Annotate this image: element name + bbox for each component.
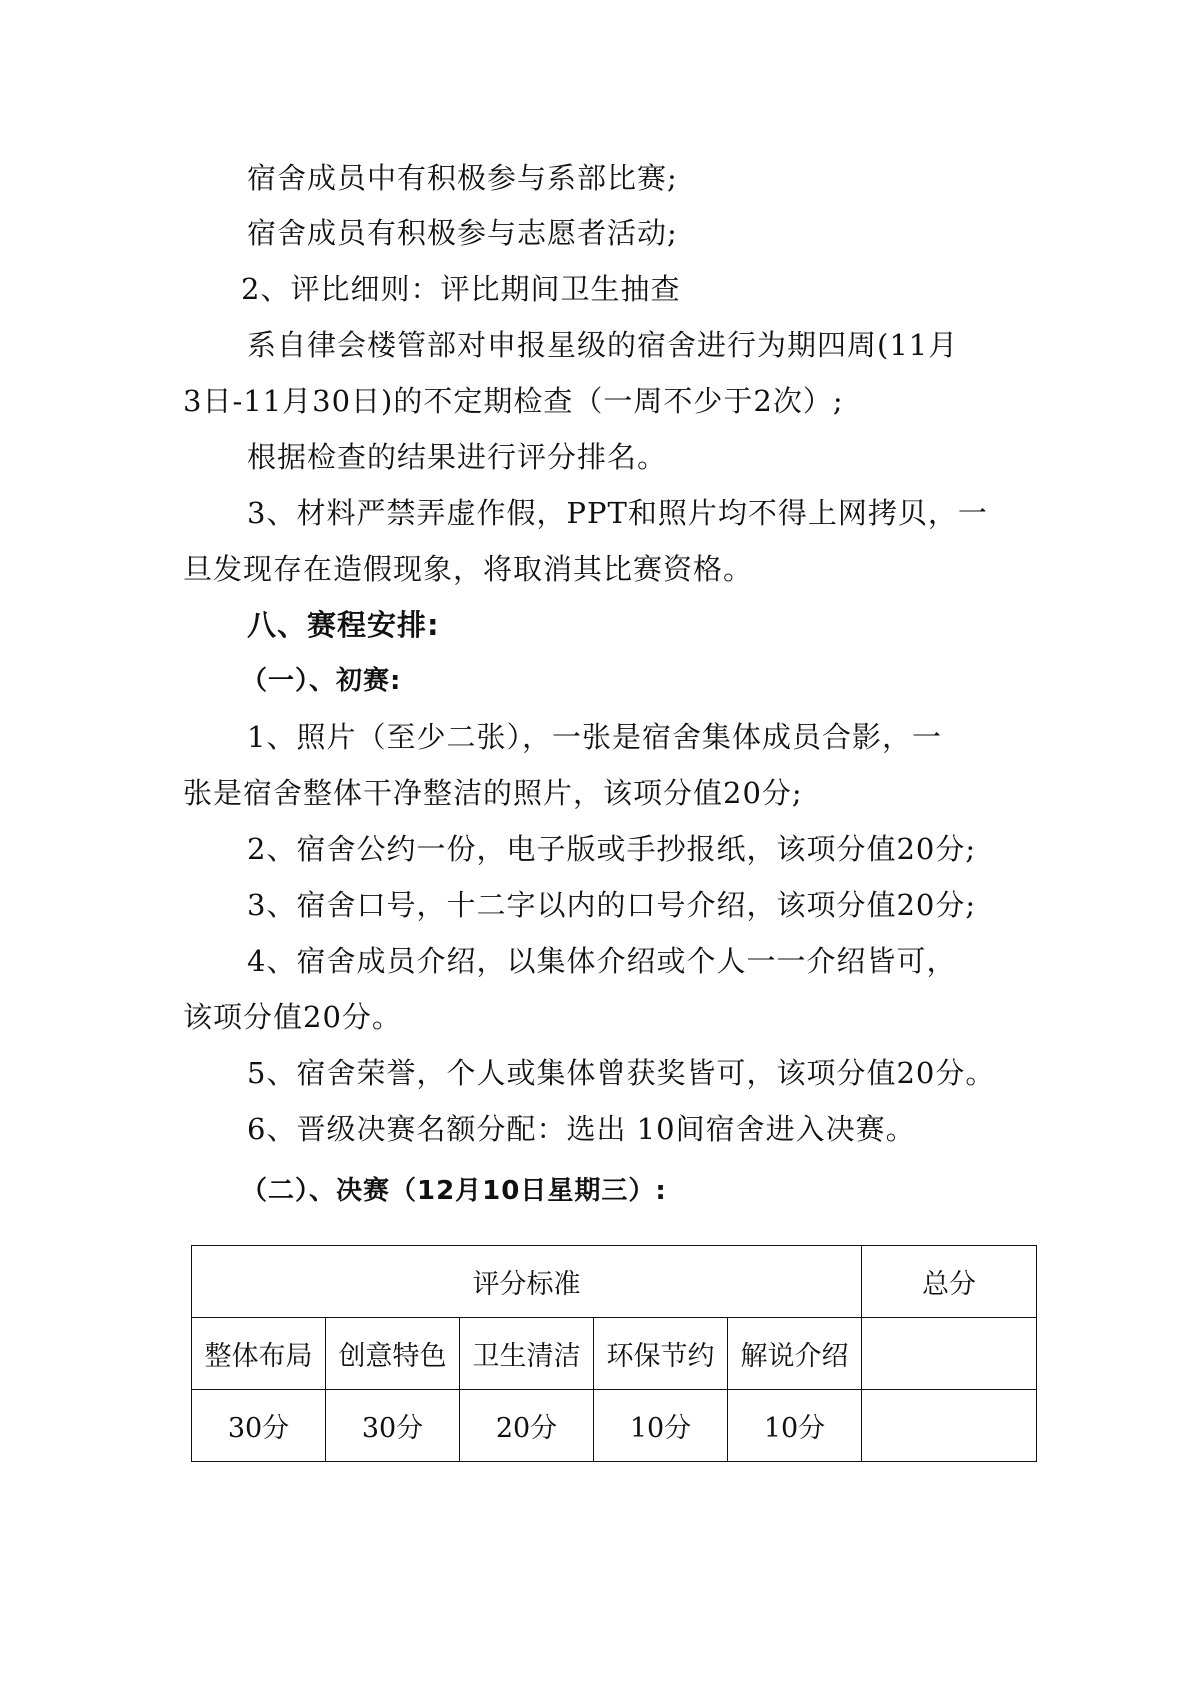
table-header-total: 总分 [862, 1246, 1037, 1318]
table-header-criteria: 评分标准 [192, 1246, 862, 1318]
section-heading-schedule: 八、赛程安排: [247, 608, 440, 642]
para-rules-heading: 2、评比细则：评比期间卫生抽查 [241, 272, 681, 306]
scoring-table [191, 1245, 1037, 1462]
points-cell: 10分 [728, 1390, 862, 1462]
table-row [192, 1246, 1037, 1318]
para-finals-quota: 6、晋级决赛名额分配：选出 10间宿舍进入决赛。 [247, 1112, 916, 1146]
criterion-cell: 创意特色 [326, 1318, 460, 1390]
subsection-heading-finals: （二）、决赛（12月10日星期三）: [241, 1176, 667, 1206]
points-cell: 20分 [460, 1390, 594, 1462]
para-materials-line1: 3、材料严禁弄虚作假，PPT和照片均不得上网拷贝，一 [247, 496, 988, 530]
para-ranking: 根据检查的结果进行评分排名。 [247, 440, 668, 474]
para-photos-line1: 1、照片（至少二张），一张是宿舍集体成员合影，一 [247, 720, 942, 754]
para-slogan: 3、宿舍口号，十二字以内的口号介绍，该项分值20分; [247, 888, 977, 922]
total-cell-empty [862, 1318, 1037, 1390]
points-cell: 10分 [594, 1390, 728, 1462]
para-inspection-line2: 3日-11月30日)的不定期检查（一周不少于2次）; [183, 384, 844, 418]
para-photos-line2: 张是宿舍整体干净整洁的照片，该项分值20分; [183, 776, 803, 810]
para-honors: 5、宿舍荣誉，个人或集体曾获奖皆可，该项分值20分。 [247, 1056, 996, 1090]
table-row [192, 1318, 1037, 1390]
subsection-heading-preliminary: （一）、初赛: [241, 666, 402, 696]
para-members-line2: 该项分值20分。 [183, 1000, 402, 1034]
para-materials-line2: 旦发现存在造假现象，将取消其比赛资格。 [183, 552, 754, 586]
criterion-cell: 整体布局 [192, 1318, 326, 1390]
criterion-cell: 解说介绍 [728, 1318, 862, 1390]
para-inspection-line1: 系自律会楼管部对申报星级的宿舍进行为期四周(11月 [247, 328, 959, 362]
para-requirement-competition: 宿舍成员中有积极参与系部比赛; [247, 161, 678, 195]
table-row [192, 1390, 1037, 1462]
total-cell-empty [862, 1390, 1037, 1462]
para-members-line1: 4、宿舍成员介绍，以集体介绍或个人一一介绍皆可， [247, 944, 957, 978]
para-convention: 2、宿舍公约一份，电子版或手抄报纸，该项分值20分; [247, 832, 977, 866]
points-cell: 30分 [192, 1390, 326, 1462]
points-cell: 30分 [326, 1390, 460, 1462]
criterion-cell: 卫生清洁 [460, 1318, 594, 1390]
criterion-cell: 环保节约 [594, 1318, 728, 1390]
para-requirement-volunteer: 宿舍成员有积极参与志愿者活动; [247, 216, 678, 250]
